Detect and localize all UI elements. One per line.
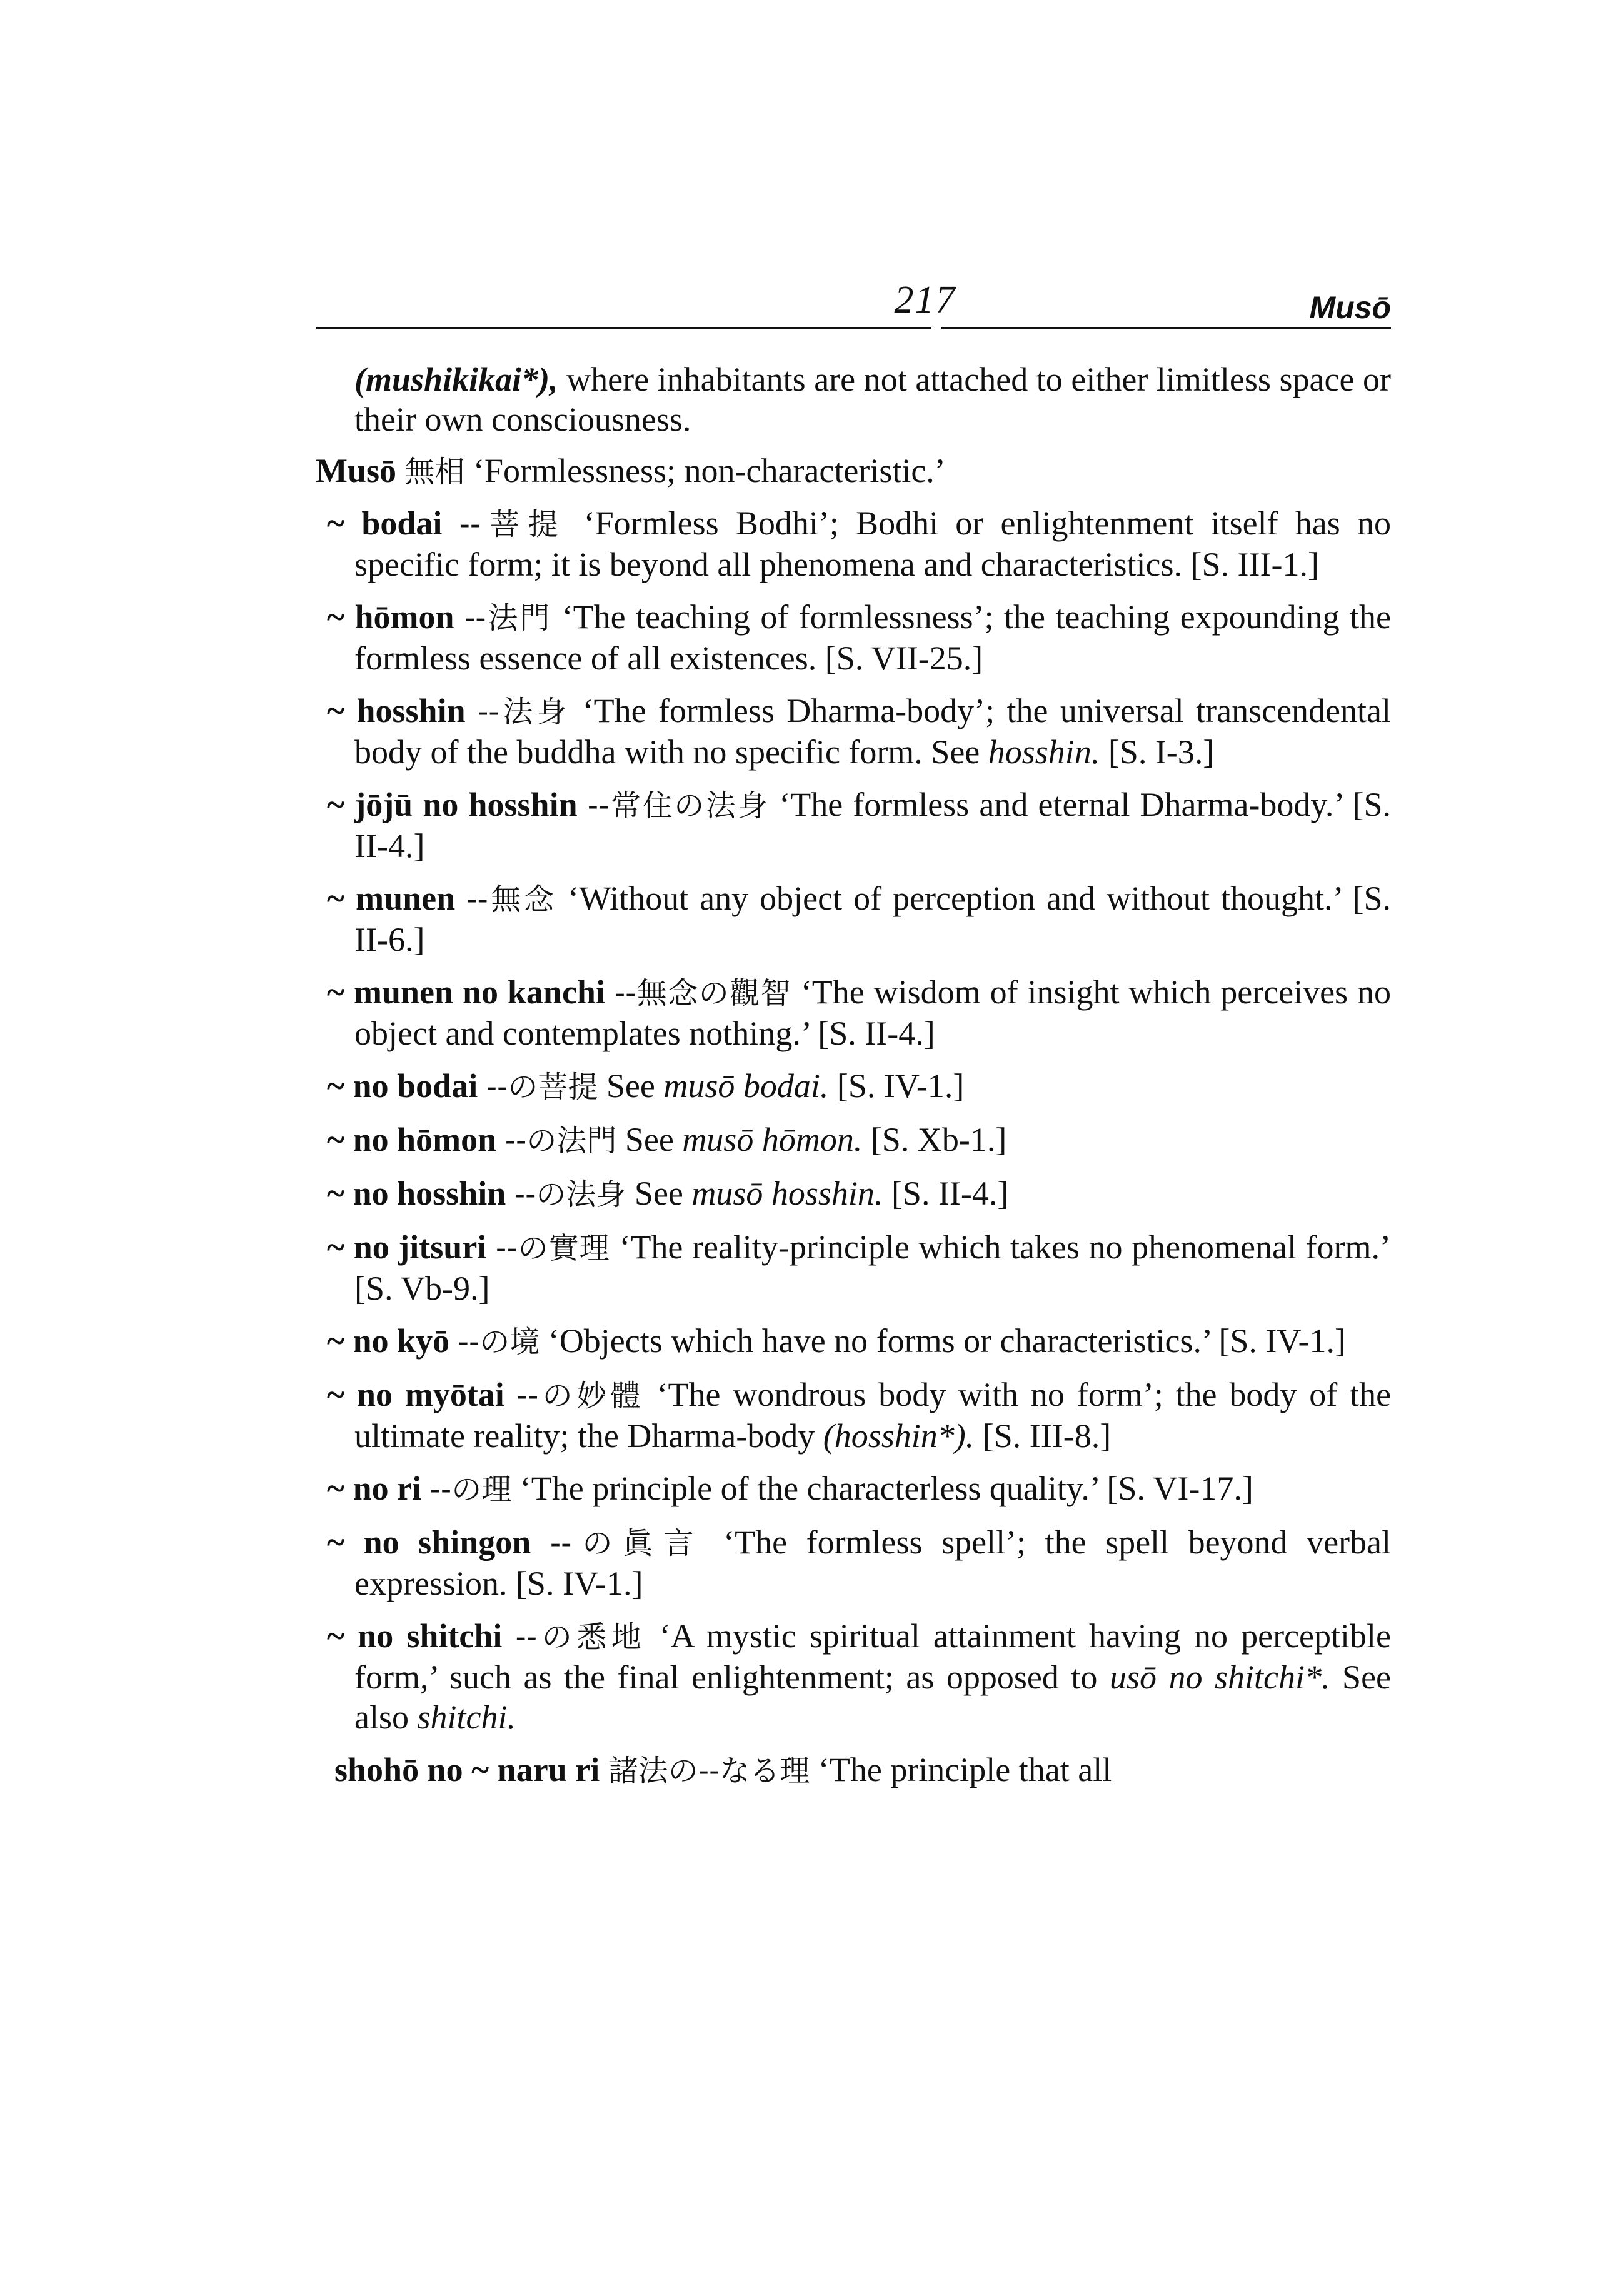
- text: ‘Formless Bodhi’; Bodhi or enlightenment itself has no specific form; it is beyond all phenomena and characteristics. [S. III-1.]: [354, 504, 1392, 583]
- header-rule: [941, 327, 1391, 329]
- kanji: --の法門: [504, 1123, 617, 1158]
- tilde: ~: [327, 1067, 345, 1105]
- entry: [316, 1616, 1391, 1737]
- ref-italic: shitchi.: [417, 1698, 516, 1736]
- term: no shitchi: [358, 1617, 503, 1655]
- text: ‘The wisdom of insight which perceives no object and contemplates nothing.’ [S. II-4.]: [354, 973, 1392, 1052]
- see: (hosshin*).: [823, 1417, 975, 1455]
- term: hōmon: [354, 598, 454, 636]
- text: See: [606, 1067, 655, 1105]
- text: ‘The wondrous body with no form’; the body of the ultimate reality; the Dharma-body: [354, 1376, 1392, 1455]
- kanji: --常住の法身: [587, 788, 770, 823]
- dictionary-body: [316, 359, 1391, 1791]
- term: no bodai: [353, 1067, 478, 1105]
- tilde: ~: [327, 1121, 345, 1158]
- page-number: 217: [894, 279, 956, 321]
- kanji: --の悉地: [515, 1620, 646, 1655]
- ref: [S. IV-1.]: [836, 1067, 965, 1105]
- entry: [316, 972, 1391, 1053]
- continuation-paragraph: [316, 359, 1391, 439]
- see: usō no shitchi*.: [1109, 1658, 1330, 1696]
- term1: shohō no: [334, 1751, 463, 1788]
- term: no shingon: [363, 1523, 531, 1561]
- term: no jitsuri: [353, 1228, 487, 1266]
- kanji: --の妙體: [516, 1378, 645, 1413]
- term: no kyō: [353, 1322, 450, 1360]
- term: no myōtai: [356, 1376, 504, 1413]
- kanji: --の菩提: [486, 1070, 598, 1105]
- entry: [316, 597, 1391, 678]
- text: ‘The formless and eternal Dharma-body.’ [S. II-4.]: [354, 786, 1391, 865]
- kanji: --の理: [429, 1472, 512, 1507]
- ref: See also: [354, 1658, 1392, 1736]
- tilde: ~: [327, 1617, 345, 1655]
- text: See: [625, 1121, 674, 1158]
- term: no hōmon: [353, 1121, 497, 1158]
- kanji: --法身: [477, 694, 571, 729]
- tilde: ~: [327, 598, 345, 636]
- kanji: --の法身: [514, 1177, 626, 1212]
- running-head: Musō: [1309, 290, 1391, 325]
- tilde: ~: [327, 1322, 345, 1360]
- ref: [S. III-8.]: [982, 1417, 1112, 1455]
- ref: [S. II-4.]: [891, 1175, 1009, 1212]
- text: ‘The teaching of formlessness’; the teaching expounding the formless essence of all existences. [S. VII-25.]: [354, 598, 1392, 677]
- headword-kanji: 無相: [404, 454, 465, 489]
- term: munen: [356, 880, 456, 917]
- term: jōjū no hosshin: [354, 786, 578, 823]
- text: ‘Objects which have no forms or characteristics.’ [S. IV-1.]: [548, 1322, 1346, 1360]
- entry: [316, 1066, 1391, 1107]
- text: See: [634, 1175, 683, 1212]
- headword-gloss: ‘Formlessness; non-characteristic.’: [473, 452, 946, 489]
- term: hosshin: [356, 692, 466, 729]
- text: ‘Without any object of perception and without thought.’ [S. II-6.]: [354, 880, 1391, 958]
- kanji: --無念の觀智: [614, 976, 791, 1011]
- text: where inhabitants are not attached to either limitless space or their own consciousness.: [354, 361, 1391, 438]
- entry: [316, 1375, 1391, 1456]
- tilde: ~: [327, 880, 345, 917]
- term2: naru ri: [497, 1751, 600, 1788]
- tilde: ~: [471, 1751, 489, 1788]
- tilde: ~: [327, 1523, 345, 1561]
- text: ‘The principle that all: [818, 1751, 1112, 1788]
- tilde: ~: [327, 504, 345, 542]
- text: ‘The formless spell’; the spell beyond verbal expression. [S. IV-1.]: [354, 1523, 1392, 1602]
- tilde: ~: [327, 786, 345, 823]
- term: no hosshin: [353, 1175, 506, 1212]
- text: ‘The formless Dharma-body’; the universal transcendental body of the buddha with no specific form. See: [354, 692, 1391, 771]
- last-entry-line: [316, 1750, 1391, 1791]
- tilde: ~: [327, 1376, 345, 1413]
- tilde: ~: [327, 1175, 345, 1212]
- term: (mushikikai*),: [354, 361, 558, 398]
- entry: [316, 1120, 1391, 1161]
- entry: [316, 1321, 1391, 1362]
- entry: [316, 503, 1391, 584]
- ref: [S. Xb-1.]: [870, 1121, 1007, 1158]
- text: ‘The principle of the characterless quality.’ [S. VI-17.]: [519, 1470, 1253, 1507]
- tilde: ~: [327, 1228, 345, 1266]
- see: musō hosshin.: [691, 1175, 883, 1212]
- page-header: [316, 272, 1391, 341]
- entry: [316, 691, 1391, 772]
- term: bodai: [361, 504, 443, 542]
- entry: [316, 878, 1391, 960]
- kanji: --法門: [464, 601, 552, 636]
- kanji: --の實理: [495, 1231, 610, 1266]
- entry: [316, 1227, 1391, 1308]
- kanji: --菩提: [459, 507, 567, 542]
- tilde: ~: [327, 1470, 345, 1507]
- see: musō hōmon.: [682, 1121, 863, 1158]
- kanji: 諸法の--なる理: [608, 1753, 810, 1788]
- kanji: --無念: [466, 882, 557, 917]
- term: munen no kanchi: [354, 973, 605, 1011]
- kanji: --の境: [458, 1325, 540, 1360]
- see: hosshin.: [988, 733, 1100, 771]
- kanji: --の眞言: [550, 1526, 705, 1561]
- headword-term: Musō: [316, 452, 397, 489]
- entry: [316, 785, 1391, 866]
- see: musō bodai.: [663, 1067, 829, 1105]
- entry: [316, 1522, 1391, 1603]
- tilde: ~: [327, 692, 345, 729]
- ref: [S. I-3.]: [1108, 733, 1215, 771]
- header-rule: [316, 327, 931, 329]
- entry: [316, 1173, 1391, 1215]
- headword-entry: [316, 451, 1391, 492]
- text: ‘A mystic spiritual attainment having no perceptible form,’ such as the final enlightenment; as opposed to: [354, 1617, 1391, 1696]
- term: no ri: [353, 1470, 422, 1507]
- entry: [316, 1468, 1391, 1510]
- text: ‘The reality-principle which takes no phenomenal form.’ [S. Vb-9.]: [354, 1228, 1392, 1307]
- tilde: ~: [327, 973, 345, 1011]
